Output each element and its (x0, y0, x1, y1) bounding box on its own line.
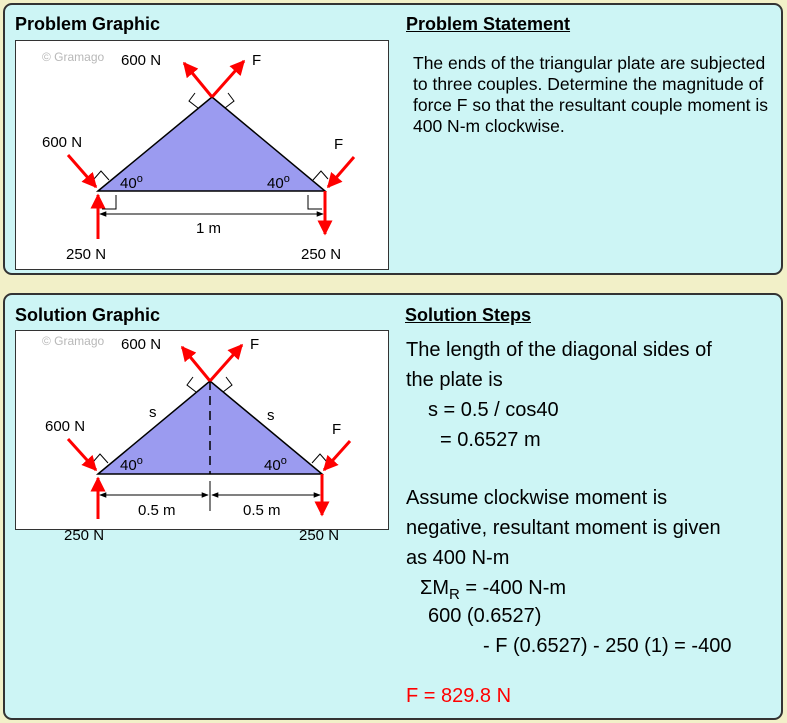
solution-figure (15, 330, 389, 544)
label-600n: 600 N (45, 418, 86, 435)
solution-line: The length of the diagonal sides of (406, 339, 712, 361)
half-span-label: 0.5 m (138, 502, 176, 519)
side-label-s: s (149, 404, 157, 421)
label-250n: 250 N (301, 246, 342, 263)
solution-steps-title: Solution Steps (405, 305, 531, 325)
right-angle-mark (223, 377, 232, 392)
moment-sum-line: $\Sigma M_R = -400$ N-m (420, 577, 567, 603)
solution-line: the plate is (406, 369, 503, 391)
angle-label-right: 40$^o$ (264, 455, 287, 474)
angle-label-right: 40$^o$ (267, 173, 290, 192)
solution-line: - F (0.6527) - 250 (1) = -400 (483, 635, 732, 657)
label-250n: 250 N (66, 246, 107, 263)
force-600n-arrow (68, 439, 96, 470)
right-angle-mark (225, 93, 234, 108)
watermark: © Gramago (42, 50, 105, 64)
angle-label-left: 40$^o$ (120, 455, 143, 474)
problem-diagram (16, 41, 388, 269)
right-angle-mark (187, 377, 196, 392)
force-f-arrow (210, 345, 242, 381)
right-angle-mark (313, 171, 328, 180)
right-angle-mark (102, 195, 116, 209)
right-angle-mark (312, 454, 327, 463)
problem-graphic-title: Problem Graphic (15, 14, 161, 34)
span-label: 1 m (196, 220, 222, 237)
force-600n-arrow (184, 63, 212, 97)
solution-diagram (16, 331, 388, 544)
solution-line: Assume clockwise moment is (406, 487, 668, 509)
watermark: © Gramago (42, 334, 105, 348)
right-angle-mark (94, 171, 109, 180)
solution-line: negative, resultant moment is given (406, 517, 721, 539)
force-600n-arrow (182, 347, 210, 381)
label-250n: 250 N (64, 527, 105, 544)
label-600n: 600 N (42, 134, 83, 151)
force-f-arrow (328, 157, 354, 187)
label-f: F (332, 421, 342, 438)
force-f-arrow (324, 441, 350, 470)
label-f: F (252, 52, 262, 69)
label-600n: 600 N (121, 336, 162, 353)
right-angle-mark (308, 195, 322, 209)
final-answer: F = 829.8 N (406, 685, 512, 707)
problem-panel (3, 3, 783, 275)
label-250n: 250 N (299, 527, 340, 544)
force-f-arrow (212, 61, 244, 97)
problem-statement-text: The ends of the triangular plate are subjected to three couples. Determine the magnitude of force F so that the resultant couple moment is 400 N-m clockwise. (413, 53, 769, 136)
solution-line: = 0.6527 m (440, 429, 541, 451)
solution-line: 600 (0.6527) (428, 605, 542, 627)
side-label-s: s (267, 407, 275, 424)
solution-panel (3, 293, 783, 720)
angle-label-left: 40$^o$ (120, 173, 143, 192)
solution-line: s = 0.5 / cos40 (428, 399, 559, 421)
right-angle-mark (93, 454, 108, 463)
problem-statement-title: Problem Statement (406, 14, 571, 34)
label-f: F (250, 336, 260, 353)
solution-line: as 400 N-m (406, 547, 510, 569)
half-span-label: 0.5 m (243, 502, 281, 519)
problem-figure (15, 40, 389, 270)
label-600n: 600 N (121, 52, 162, 69)
force-600n-arrow (68, 155, 96, 187)
label-f: F (334, 136, 344, 153)
solution-graphic-title: Solution Graphic (15, 305, 161, 325)
right-angle-mark (189, 93, 198, 108)
